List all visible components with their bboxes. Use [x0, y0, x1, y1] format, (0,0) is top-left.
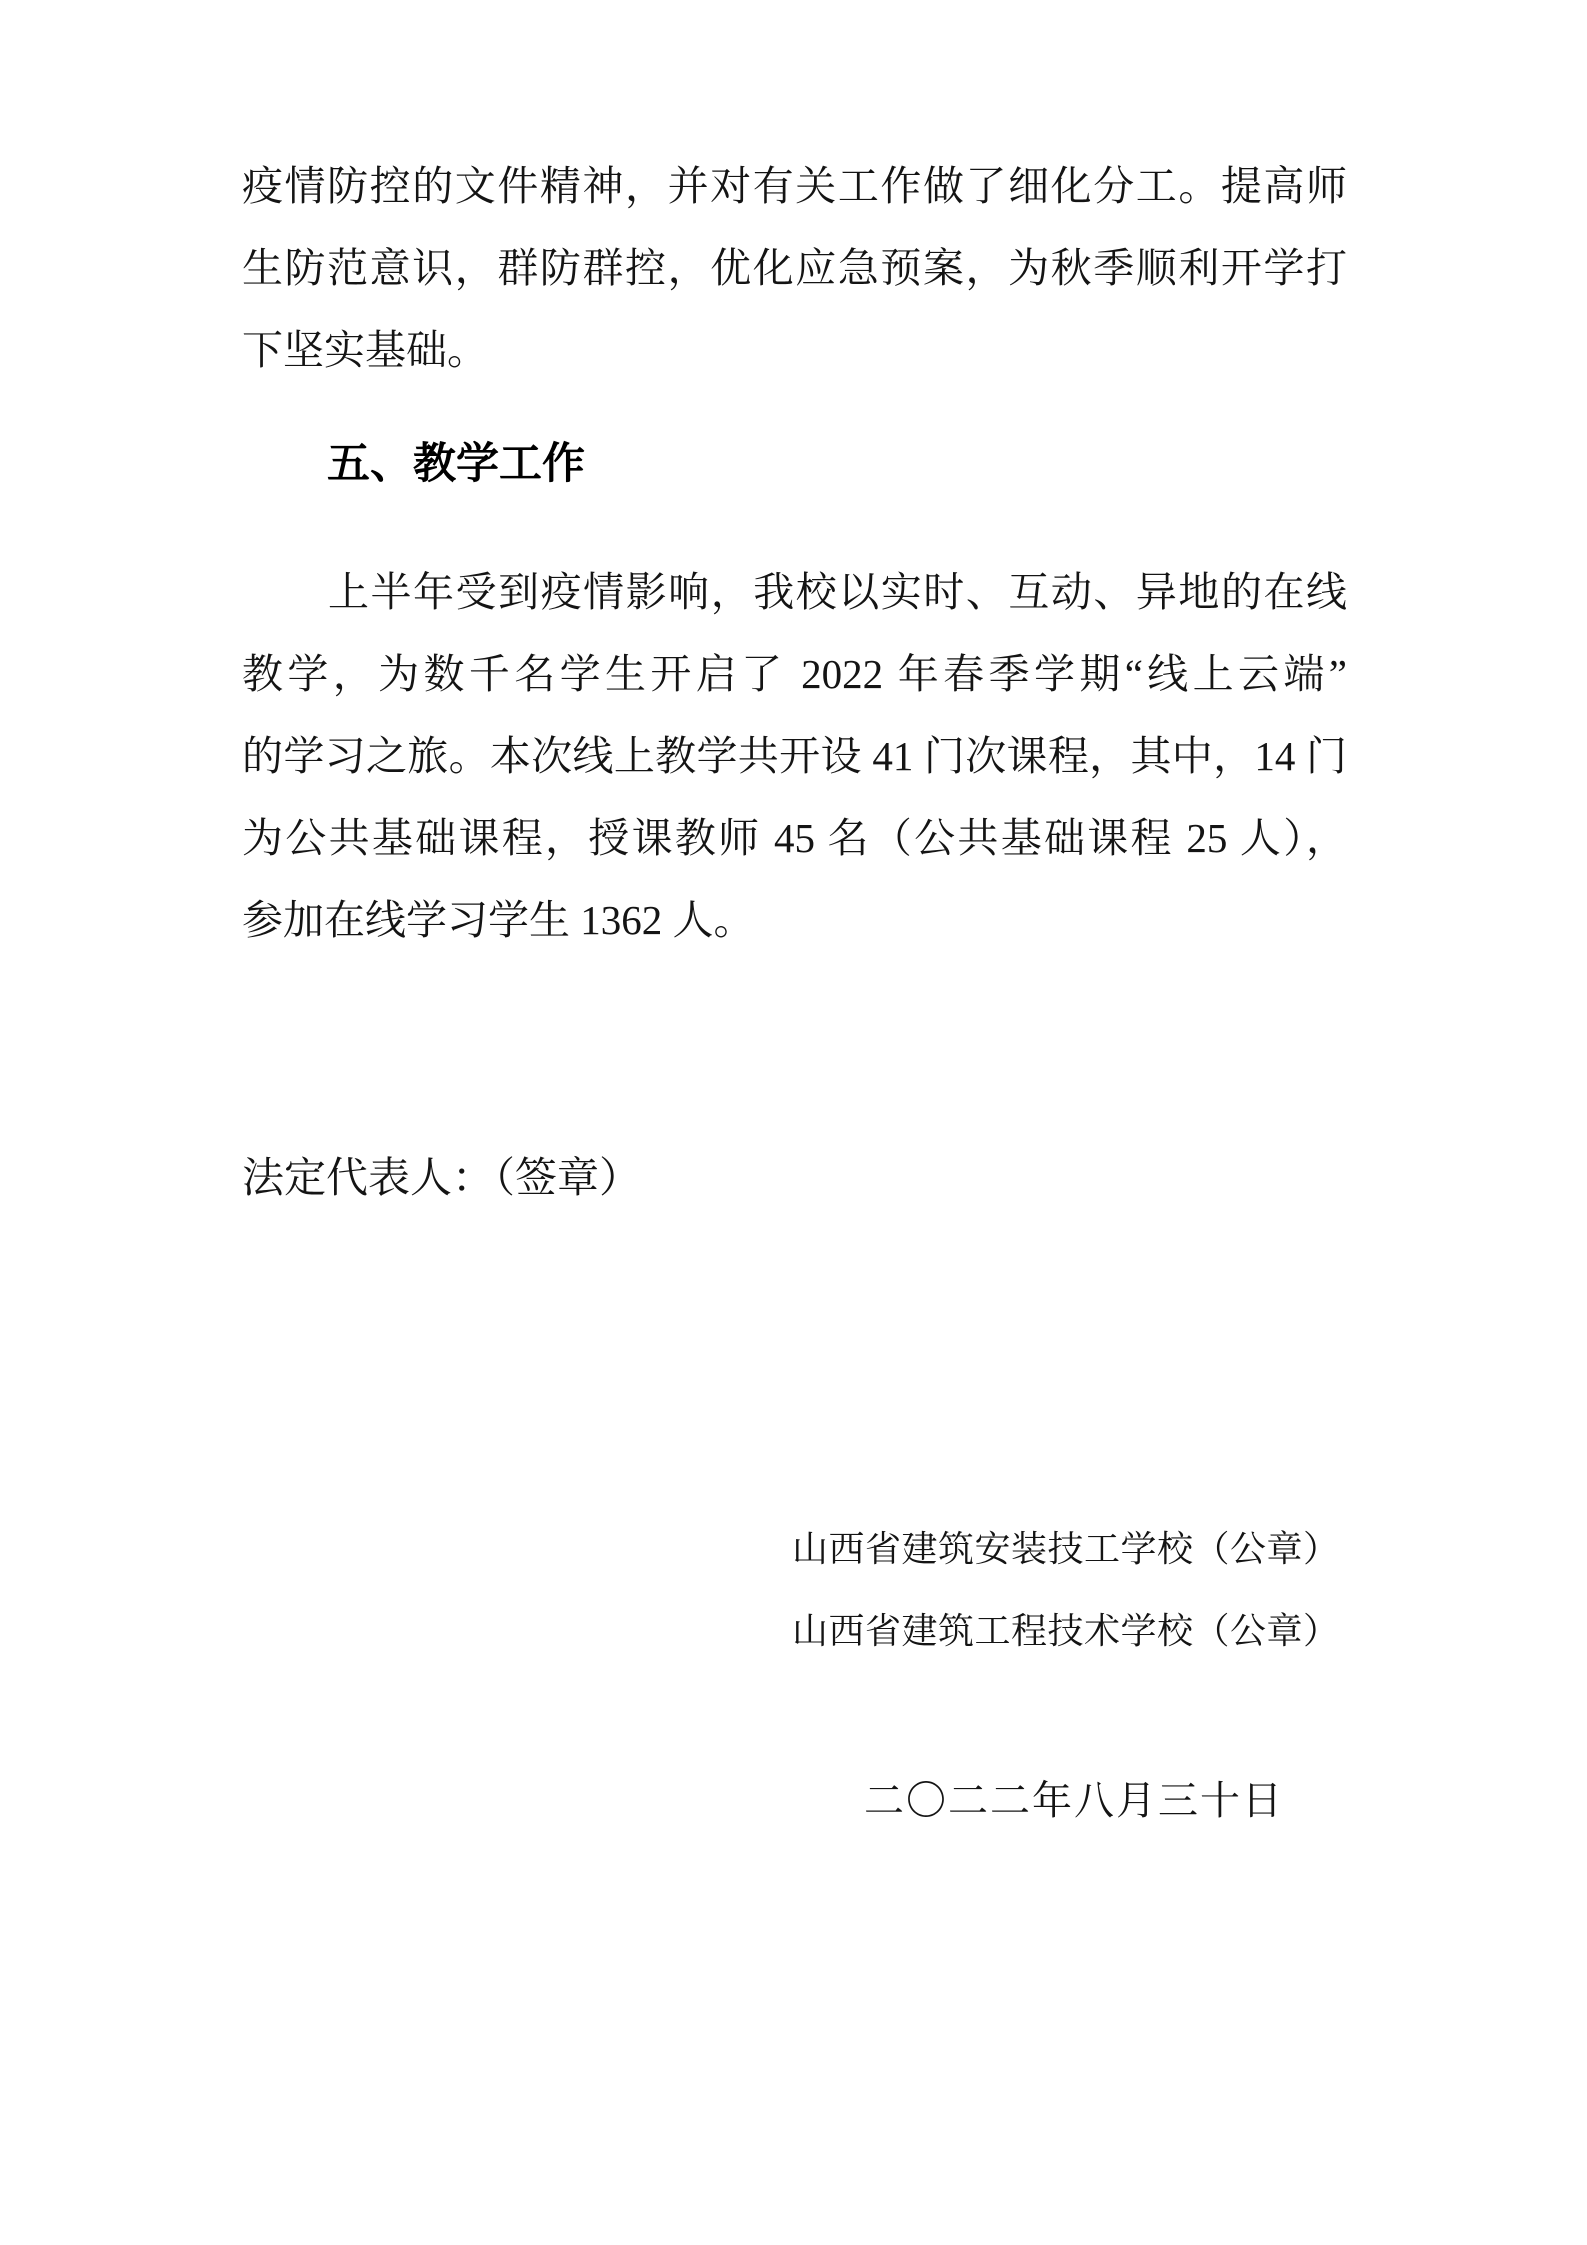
paragraph-epidemic-prevention [242, 145, 1347, 391]
section-heading-teaching-work: 五、教学工作 [327, 440, 585, 488]
body-line: 的学习之旅。本次线上教学共开设 41 门次课程，其中，14 门 [242, 733, 1347, 779]
body-line: 教学，为数千名学生开启了 2022 年春季学期“线上云端” [242, 651, 1347, 697]
body-line: 参加在线学习学生 1362 人。 [242, 897, 755, 943]
legal-representative-line: 法定代表人：（签章） [242, 1156, 642, 1202]
signature-school-2: 山西省建筑工程技术学校（公章） [792, 1611, 1340, 1651]
signature-school-1: 山西省建筑安装技工学校（公章） [792, 1529, 1340, 1569]
body-line: 生防范意识，群防群控，优化应急预案，为秋季顺利开学打 [242, 245, 1347, 291]
body-line: 疫情防控的文件精神，并对有关工作做了细化分工。提高师 [242, 163, 1347, 209]
paragraph-online-teaching [242, 551, 1347, 961]
document-date: 二〇二二年八月三十日 [864, 1778, 1284, 1823]
body-line: 为公共基础课程，授课教师 45 名（公共基础课程 25 人）， [242, 815, 1347, 861]
body-line: 下坚实基础。 [242, 327, 488, 373]
body-line: 上半年受到疫情影响，我校以实时、互动、异地的在线 [328, 569, 1347, 615]
signature-block [792, 1508, 1587, 1672]
